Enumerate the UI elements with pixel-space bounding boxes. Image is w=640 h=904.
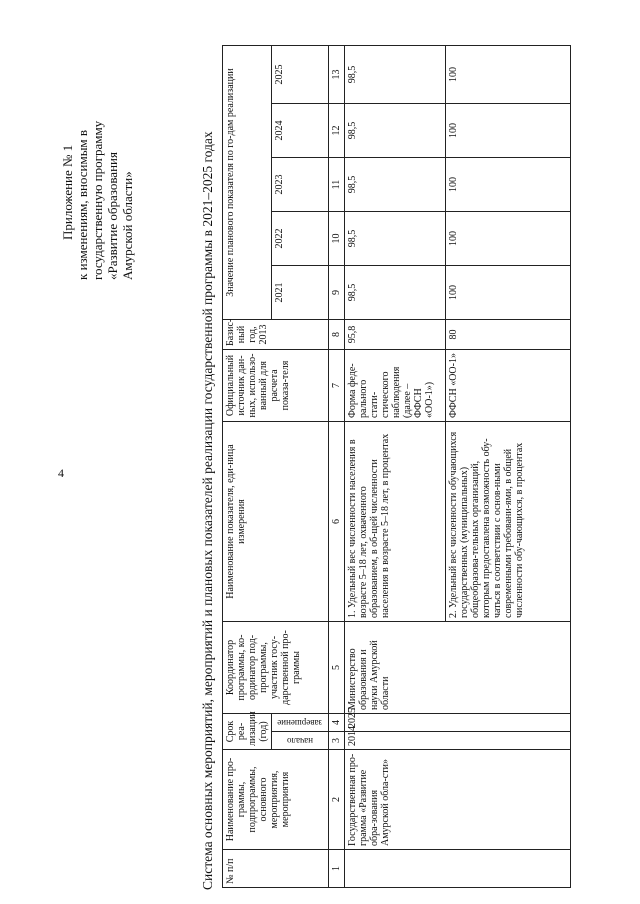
row-plan-value: 100	[446, 104, 571, 158]
header-year: 2025	[272, 45, 329, 103]
row-plan-value: 98,5	[345, 266, 446, 320]
row-source: ФФСН «ОО-1»	[446, 350, 571, 422]
col-number: 4	[329, 714, 345, 732]
header-start	[272, 732, 329, 750]
row-plan-value: 100	[446, 266, 571, 320]
page-number: 4	[58, 466, 64, 480]
rotated-page-content	[40, 40, 640, 890]
appendix-line: Амурской области»	[120, 171, 135, 280]
row-plan-value: 98,5	[345, 45, 446, 103]
row-plan-value: 98,5	[345, 104, 446, 158]
header-year: 2022	[272, 212, 329, 266]
col-number: 5	[329, 622, 345, 714]
header-indicator: Наименование показателя, еди-ница измерения	[223, 422, 329, 622]
row-source: Форма феде-рального стати-стического наблюдения (далее – ФФСН «ОО-1»)	[345, 350, 446, 422]
header-year: 2021	[272, 266, 329, 320]
header-year: 2024	[272, 104, 329, 158]
appendix-line: «Развитие образования	[105, 152, 120, 280]
col-number: 10	[329, 212, 345, 266]
row-plan-value: 98,5	[345, 158, 446, 212]
table-row	[345, 45, 446, 887]
row-program-name: Государственная про-грамма «Развитие обра-зования Амурской обла-сти»	[345, 750, 571, 850]
appendix-line: Приложение № 1	[60, 144, 75, 240]
header-end	[272, 714, 329, 732]
row-plan-value: 100	[446, 158, 571, 212]
header-coordinator: Координатор программы, ко-ординатор под-программы, участник госу-дарственной про-граммы	[223, 622, 329, 714]
header-end-label: завершение	[277, 718, 323, 728]
indicators-table	[222, 45, 571, 888]
col-number: 12	[329, 104, 345, 158]
header-name: Наименование про-граммы, подпрограммы, основного мероприятия, мероприятия	[223, 750, 329, 850]
document-title: Система основных мероприятий, мероприятий и плановых показателей реализации государственной программы в 2021–2025 годах	[200, 131, 215, 890]
appendix-line: государственную программу	[90, 120, 105, 280]
column-number-row	[329, 45, 345, 887]
row-end-year: 2025	[345, 714, 571, 732]
col-number: 1	[329, 850, 345, 888]
appendix-line: к изменениям, вносимым в	[75, 129, 90, 280]
table-header-row	[223, 45, 272, 887]
row-coordinator: Министерство образования и науки Амурской области	[345, 622, 571, 714]
row-plan-value: 98,5	[345, 212, 446, 266]
row-plan-value: 100	[446, 45, 571, 103]
header-year: 2023	[272, 158, 329, 212]
col-number: 11	[329, 158, 345, 212]
header-num: № п/п	[223, 850, 329, 888]
col-number: 2	[329, 750, 345, 850]
header-base-year: Базис-ный год, 2013	[223, 320, 329, 350]
row-plan-value: 100	[446, 212, 571, 266]
col-number: 9	[329, 266, 345, 320]
appendix-block	[60, 70, 135, 280]
header-plan-values: Значение планового показателя по го-дам реализации	[223, 45, 272, 319]
col-number: 8	[329, 320, 345, 350]
col-number: 3	[329, 732, 345, 750]
col-number: 13	[329, 45, 345, 103]
col-number: 7	[329, 350, 345, 422]
col-number: 6	[329, 422, 345, 622]
row-indicator: 2. Удельный вес численности обучающихся государственных (муниципальных) общеобразова-тельных организаций, которым предоставлена возможность обу-чаться в соответствии с основ-ными современными требовани-ями, в общей численности обу-чающихся, в процентах	[446, 422, 571, 622]
header-source: Официальный источник дан-ных, использо-ванный для расчета показа-теля	[223, 350, 329, 422]
header-start-label: начало	[286, 736, 314, 746]
row-base-value: 80	[446, 320, 571, 350]
header-period: Срок реа-лизации (год)	[223, 714, 272, 750]
row-num	[345, 850, 571, 888]
row-indicator: 1. Удельный вес численности населения в возрасте 5–18 лет, охваченного образованием, в об-щей численности населения в возрасте 5–18 лет, в процентах	[345, 422, 446, 622]
row-start-year: 2014	[345, 732, 571, 750]
row-base-value: 95,8	[345, 320, 446, 350]
